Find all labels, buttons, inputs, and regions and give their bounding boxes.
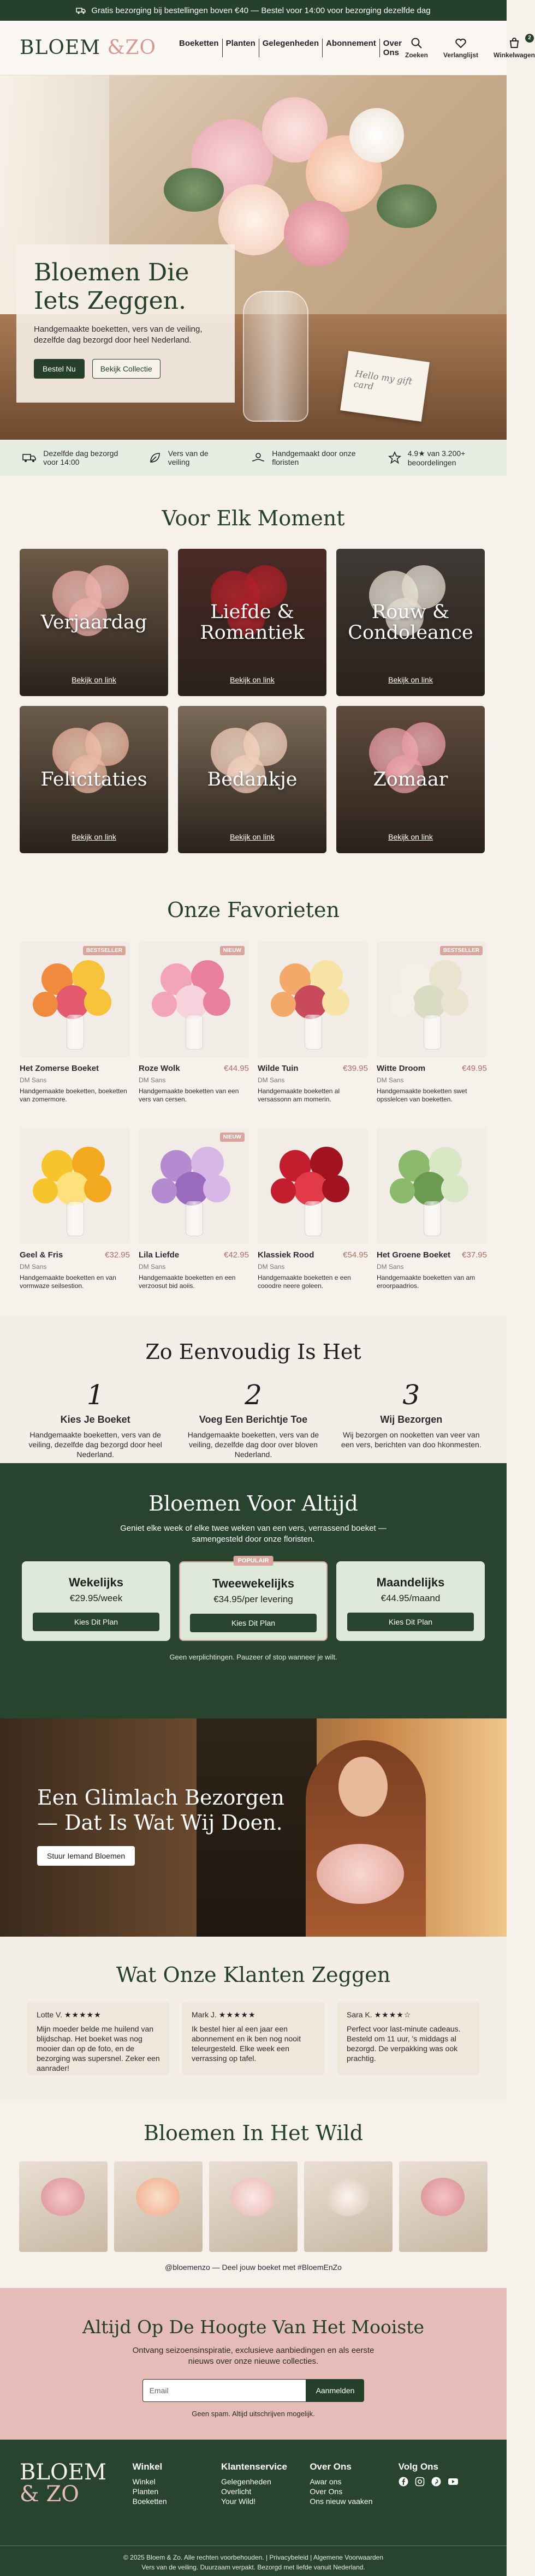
moment-tile[interactable] xyxy=(178,706,326,853)
copyright: © 2025 Bloem & Zo. Alle rechten voorbehouden. | Privacybeleid | Algemene Voorwaarden xyxy=(123,2554,384,2561)
gift-bouquet xyxy=(317,1844,404,1904)
product-price: €44.95 xyxy=(224,1064,249,1073)
site-footer xyxy=(0,2440,507,2576)
footer-link[interactable]: Your Wild! xyxy=(221,2497,256,2506)
footer-logo-amp: & ZO xyxy=(20,2482,79,2507)
product-card[interactable] xyxy=(377,1128,487,1302)
reviewer-name: Lotte V. xyxy=(37,2010,62,2019)
step-desc: Handgemaakte boeketten, vers van de veiling, dezelfde dag door over bloven Nederland. xyxy=(187,1430,319,1459)
product-flower xyxy=(203,989,230,1016)
product-desc: Handgemaakte boeketten en van vormwaze seilsestion. xyxy=(20,1274,116,1290)
hero-content xyxy=(16,244,235,403)
favorites-section xyxy=(0,868,507,1316)
gift-title: Een Glimlach Bezorgen — Dat Is Wat Wij Doen. xyxy=(37,1786,284,1835)
cart-button[interactable] xyxy=(494,34,535,59)
product-name[interactable]: Het Groene Boeket xyxy=(377,1250,451,1260)
nav-item-gelegenheden[interactable]: Gelegenheden xyxy=(259,39,323,57)
steps-title: Zo Eenvoudig Is Het xyxy=(145,1340,361,1364)
product-vase xyxy=(186,1201,203,1236)
product-price: €39.95 xyxy=(343,1064,368,1073)
choose-plan-button[interactable]: Kies Dit Plan xyxy=(33,1613,159,1631)
step-title: Wij Bezorgen xyxy=(380,1414,443,1425)
moment-tile[interactable] xyxy=(336,706,485,853)
product-image[interactable] xyxy=(258,942,368,1057)
usp-text: Dezelfde dag bezorgd voor 14:00 xyxy=(43,449,118,466)
instagram-photo[interactable] xyxy=(19,2161,108,2252)
plan-name: Tweewekelijks xyxy=(212,1577,294,1590)
moments-grid xyxy=(20,549,487,853)
step-desc: Handgemaakte boeketten, vers van de veiling, dezelfde dag bezorgd door heel Nederland. xyxy=(28,1430,162,1459)
hand-flower-icon xyxy=(251,451,265,464)
product-flower xyxy=(322,1175,349,1202)
product-card[interactable] xyxy=(139,1128,249,1302)
product-name[interactable]: Wilde Tuin xyxy=(258,1064,299,1073)
subscription-section xyxy=(0,1463,507,1718)
hero-banner xyxy=(0,75,507,440)
product-desc: Handgemaakte boeketten van am eroorpaadrios. xyxy=(377,1274,475,1290)
product-card[interactable] xyxy=(20,942,130,1115)
view-collection-button[interactable]: Bekijk Collectie xyxy=(92,359,160,379)
product-meta: DM Sans xyxy=(377,1076,404,1084)
choose-plan-button[interactable]: Kies Dit Plan xyxy=(190,1614,317,1632)
step-title: Kies Je Boeket xyxy=(60,1414,130,1425)
subscribe-button[interactable]: Aanmelden xyxy=(306,2379,365,2402)
site-header xyxy=(0,21,535,75)
moment-link[interactable]: Bekijk on link xyxy=(230,832,275,841)
footer-col-winkel xyxy=(133,2461,221,2506)
product-desc: Handgemaakte boeketten, boeketten van zomermore. xyxy=(20,1087,127,1103)
order-now-button[interactable]: Bestel Nu xyxy=(34,359,85,379)
usp-text: Vers van de veiling xyxy=(168,449,209,466)
logo[interactable] xyxy=(20,37,156,59)
footer-link[interactable]: Boeketten xyxy=(132,2497,167,2506)
product-card[interactable] xyxy=(258,1128,368,1302)
moments-section xyxy=(0,476,507,868)
moment-link[interactable]: Bekijk on link xyxy=(388,832,433,841)
footer-col-over-ons xyxy=(310,2461,398,2506)
usp-bar xyxy=(0,440,507,476)
footer-col-title: Klantenservice xyxy=(221,2461,287,2472)
footer-link[interactable]: Ons nieuw vaaken xyxy=(310,2497,373,2506)
instagram-photo[interactable] xyxy=(304,2161,393,2252)
review-stars: ★★★★☆ xyxy=(374,2010,412,2019)
moment-tile[interactable] xyxy=(336,549,485,696)
product-tag: BESTSELLER xyxy=(83,946,126,955)
product-flower xyxy=(441,1175,468,1202)
footer-logo-text: BLOEM xyxy=(20,2460,106,2485)
moment-title: Felicitaties xyxy=(40,769,147,790)
instagram-section xyxy=(0,2100,507,2288)
product-name[interactable]: Witte Droom xyxy=(377,1064,426,1073)
product-flower xyxy=(390,992,415,1017)
product-name[interactable]: Geel & Fris xyxy=(20,1250,63,1260)
product-meta: DM Sans xyxy=(258,1076,285,1084)
popular-badge: POPULAIR xyxy=(234,1556,274,1566)
product-meta: DM Sans xyxy=(377,1263,404,1271)
truck-icon xyxy=(22,452,37,463)
product-image[interactable] xyxy=(258,1128,368,1244)
step-item xyxy=(22,1380,169,1459)
plan-price: €34.95/per levering xyxy=(213,1594,293,1604)
review-text: Ik bestel hier al een jaar een abonnement en ik ben nog nooit teleurgesteld. Elke week een verrassing op tafel. xyxy=(192,2024,301,2063)
footer-col-volg-ons xyxy=(399,2461,487,2506)
search-label: Zoeken xyxy=(405,51,429,59)
announcement-text: Gratis bezorging bij bestellingen boven €40 — Bestel voor 14:00 voor bezorging dezelfde dag xyxy=(91,5,431,15)
product-desc: Handgemaakte boeketten van een vers van cersen. xyxy=(139,1087,239,1103)
hero-flower xyxy=(349,108,404,163)
footer-bottom xyxy=(0,2545,507,2576)
step-number: 3 xyxy=(402,1379,420,1411)
product-vase xyxy=(424,1201,441,1236)
product-flower xyxy=(271,992,296,1017)
review-text: Mijn moeder belde me huilend van blijdschap. Het boeket was nog mooier dan op de foto, en de bezorging was supersnel. Zeker een aanrader! xyxy=(37,2024,160,2072)
footer-link[interactable]: Planten xyxy=(132,2487,159,2496)
plan-card-biweekly xyxy=(179,1557,328,1641)
logo-text: BLOEM xyxy=(20,37,101,59)
product-image[interactable] xyxy=(20,1128,130,1244)
product-card[interactable] xyxy=(139,942,249,1115)
choose-plan-button[interactable]: Kies Dit Plan xyxy=(347,1613,474,1631)
plan-name: Maandelijks xyxy=(376,1575,445,1589)
product-tag: BESTSELLER xyxy=(440,946,483,955)
nav-item-planten[interactable]: Planten xyxy=(223,39,259,57)
product-image[interactable] xyxy=(20,942,130,1057)
moment-tile[interactable] xyxy=(20,549,168,696)
product-tag: NIEUW xyxy=(220,1133,245,1142)
product-meta: DM Sans xyxy=(139,1076,166,1084)
newsletter-desc: Ontvang seizoensinspiratie, exclusieve aanbiedingen en als eerste nieuws over onze nieuwe collecties. xyxy=(132,2346,374,2366)
reviews-section xyxy=(0,1937,507,2100)
product-flower xyxy=(441,989,468,1016)
product-flower xyxy=(152,1178,177,1203)
product-flower xyxy=(84,989,111,1016)
usp-item xyxy=(22,449,125,466)
moment-title: Rouw & Condoleance xyxy=(348,601,473,644)
review-card xyxy=(337,2002,480,2075)
plan-name: Wekelijks xyxy=(69,1575,123,1589)
footer-col-klantenservice xyxy=(221,2461,310,2506)
subscription-note: Geen verplichtingen. Pauzeer of stop wanneer je wilt. xyxy=(169,1653,337,1661)
pinterest-icon[interactable] xyxy=(431,2477,441,2487)
moment-tile[interactable] xyxy=(20,706,168,853)
footer-link[interactable]: Awar ons xyxy=(310,2477,342,2486)
moment-link[interactable]: Bekijk on link xyxy=(388,675,433,684)
instagram-icon[interactable] xyxy=(415,2477,425,2487)
step-number: 1 xyxy=(86,1379,104,1411)
product-vase xyxy=(67,1015,84,1050)
hero-title: Bloemen Die Iets Zeggen. xyxy=(34,259,189,315)
gift-face xyxy=(338,1757,388,1817)
hero-subtitle: Handgemaakte boeketten, vers van de veiling, dezelfde dag bezorgd door heel Nederland. xyxy=(34,325,203,345)
search-icon xyxy=(411,37,423,49)
product-flower xyxy=(271,1178,296,1203)
usp-text: Handgemaakt door onze floristen xyxy=(272,449,356,466)
footer-link[interactable]: Over Ons xyxy=(310,2487,343,2496)
how-it-works-section xyxy=(0,1316,507,1463)
product-vase xyxy=(424,1015,441,1050)
step-item xyxy=(337,1380,485,1459)
product-meta: DM Sans xyxy=(139,1263,166,1271)
cart-icon xyxy=(508,37,520,49)
footer-link[interactable]: Overlicht xyxy=(221,2487,252,2496)
main-nav xyxy=(176,39,405,57)
instagram-photo[interactable] xyxy=(114,2161,203,2252)
gift-content xyxy=(37,1785,288,1866)
review-card xyxy=(27,2002,170,2075)
header-actions xyxy=(405,34,535,59)
product-vase xyxy=(186,1015,203,1050)
plan-card-monthly xyxy=(336,1561,485,1641)
nav-item-abonnement[interactable]: Abonnement xyxy=(323,39,380,57)
usp-text: 4.9★ van 3.200+ beoordelingen xyxy=(407,448,466,467)
product-price: €32.95 xyxy=(105,1250,130,1260)
product-flower xyxy=(203,1175,230,1202)
hero-flower xyxy=(284,201,349,266)
product-price: €49.95 xyxy=(462,1064,487,1073)
moment-title: Zomaar xyxy=(373,769,448,790)
product-flower xyxy=(33,992,58,1017)
email-field[interactable]: Email xyxy=(142,2379,306,2402)
moment-link[interactable]: Bekijk on link xyxy=(72,832,116,841)
product-name[interactable]: Klassiek Rood xyxy=(258,1250,314,1260)
cart-count-badge: 2 xyxy=(525,34,534,43)
facebook-icon[interactable] xyxy=(399,2477,408,2487)
step-item xyxy=(180,1380,327,1459)
truck-icon xyxy=(76,7,86,14)
star-icon xyxy=(388,451,401,464)
product-card[interactable] xyxy=(377,942,487,1115)
product-name[interactable]: Lila Liefde xyxy=(139,1250,180,1260)
moment-title: Verjaardag xyxy=(40,612,147,633)
review-text: Perfect voor last-minute cadeaus. Besteld om 11 uur, 's middags al bezorgd. De verpakking was ook prachtig. xyxy=(347,2024,461,2063)
instagram-handle: @bloemenzo — Deel jouw boeket met #BloemEnZo xyxy=(165,2263,342,2272)
product-flower xyxy=(152,992,177,1017)
review-stars: ★★★★★ xyxy=(64,2010,102,2019)
product-meta: DM Sans xyxy=(20,1076,47,1084)
review-stars: ★★★★★ xyxy=(218,2010,256,2019)
nav-item-over-ons[interactable]: Over Ons xyxy=(383,38,402,57)
usp-item xyxy=(251,449,365,466)
plan-card-weekly xyxy=(22,1561,170,1641)
plan-price: €29.95/week xyxy=(69,1593,123,1603)
footer-tagline: Vers van de veiling. Duurzaam verpakt. Bezorgd met liefde vanuit Nederland. xyxy=(141,2563,365,2571)
step-title: Voeg Een Berichtje Toe xyxy=(199,1414,308,1425)
footer-col-title: Over Ons xyxy=(310,2461,352,2472)
moment-title: Bedankje xyxy=(207,769,298,790)
gift-card: Hello my gift card xyxy=(340,351,430,422)
product-image[interactable] xyxy=(139,1128,249,1244)
product-name[interactable]: Het Zomerse Boeket xyxy=(20,1064,99,1073)
usp-item xyxy=(388,449,484,467)
moments-title: Voor Elk Moment xyxy=(162,506,345,530)
product-meta: DM Sans xyxy=(258,1263,285,1271)
leaf-icon xyxy=(148,451,162,464)
usp-item xyxy=(148,449,228,466)
product-vase xyxy=(67,1201,84,1236)
moment-title: Liefde & Romantiek xyxy=(200,601,305,644)
product-image[interactable] xyxy=(377,1128,487,1244)
instagram-photo[interactable] xyxy=(399,2161,488,2252)
subscription-desc: Geniet elke week of elke twee weken van een vers, verrassend boeket — samengesteld door onze floristen. xyxy=(120,1524,387,1544)
moment-link[interactable]: Bekijk on link xyxy=(230,675,275,684)
product-flower xyxy=(322,989,349,1016)
nav-item-boeketten[interactable]: Boeketten xyxy=(176,39,223,57)
subscription-title: Bloemen Voor Altijd xyxy=(148,1491,358,1515)
announcement-bar xyxy=(0,0,507,21)
product-desc: Handgemaakte boeketten e een cooodre neere goleen. xyxy=(258,1274,351,1290)
product-desc: Handgemaakte boeketten al versassonn am momerin. xyxy=(258,1087,340,1103)
product-card[interactable] xyxy=(20,1128,130,1302)
footer-link[interactable]: Winkel xyxy=(132,2477,156,2486)
hero-leaves xyxy=(377,184,437,228)
product-price: €42.95 xyxy=(224,1250,249,1260)
gift-banner xyxy=(0,1718,507,1937)
hero-leaves xyxy=(164,168,224,212)
product-tag: NIEUW xyxy=(220,946,245,955)
hero-vase xyxy=(243,291,308,422)
wild-title: Bloemen In Het Wild xyxy=(143,2121,364,2145)
logo-amp: &ZO xyxy=(107,37,157,59)
newsletter-section xyxy=(0,2288,507,2440)
reviewer-name: Mark J. xyxy=(192,2010,217,2019)
youtube-icon[interactable] xyxy=(448,2477,459,2487)
footer-link[interactable]: Gelegenheden xyxy=(221,2477,271,2486)
product-price: €37.95 xyxy=(462,1250,487,1260)
reviews-title: Wat Onze Klanten Zeggen xyxy=(116,1963,391,1987)
reviewer-name: Sara K. xyxy=(347,2010,372,2019)
instagram-photo[interactable] xyxy=(209,2161,298,2252)
step-desc: Wij bezorgen on nooketten van veer van een vers, berichten van doo hkonmesten. xyxy=(341,1430,482,1449)
product-flower xyxy=(33,1178,58,1203)
heart-icon xyxy=(455,37,467,49)
footer-logo[interactable] xyxy=(20,2461,133,2506)
review-card xyxy=(182,2002,325,2075)
newsletter-note: Geen spam. Altijd uitschrijven mogelijk. xyxy=(192,2410,315,2418)
footer-col-title: Volg Ons xyxy=(398,2461,439,2472)
product-desc: Handgemaakte boeketten swet opsslelcen van boeketten. xyxy=(377,1087,467,1103)
wishlist-button[interactable] xyxy=(443,37,478,59)
product-vase xyxy=(305,1201,322,1236)
product-grid xyxy=(20,942,487,1302)
plan-price: €44.95/maand xyxy=(381,1593,441,1603)
product-flower xyxy=(84,1175,111,1202)
wishlist-label: Verlanglijst xyxy=(443,51,479,59)
moment-tile[interactable] xyxy=(178,549,326,696)
product-image[interactable] xyxy=(139,942,249,1057)
search-button[interactable] xyxy=(405,37,428,59)
product-vase xyxy=(305,1015,322,1050)
step-number: 2 xyxy=(245,1379,262,1411)
product-card[interactable] xyxy=(258,942,368,1115)
product-desc: Handgemaakte boeketten en een verzoosut bid aoiis. xyxy=(139,1274,236,1290)
product-flower xyxy=(390,1178,415,1203)
favorites-title: Onze Favorieten xyxy=(167,898,340,922)
newsletter-title: Altijd Op De Hoogte Van Het Mooiste xyxy=(82,2316,425,2338)
footer-col-title: Winkel xyxy=(132,2461,163,2472)
product-image[interactable] xyxy=(377,942,487,1057)
moment-link[interactable]: Bekijk on link xyxy=(72,675,116,684)
product-name[interactable]: Roze Wolk xyxy=(139,1064,180,1073)
product-price: €54.95 xyxy=(343,1250,368,1260)
product-meta: DM Sans xyxy=(20,1263,47,1271)
send-flowers-button[interactable]: Stuur Iemand Bloemen xyxy=(37,1846,135,1866)
cart-label: Winkelwagen xyxy=(494,51,535,59)
